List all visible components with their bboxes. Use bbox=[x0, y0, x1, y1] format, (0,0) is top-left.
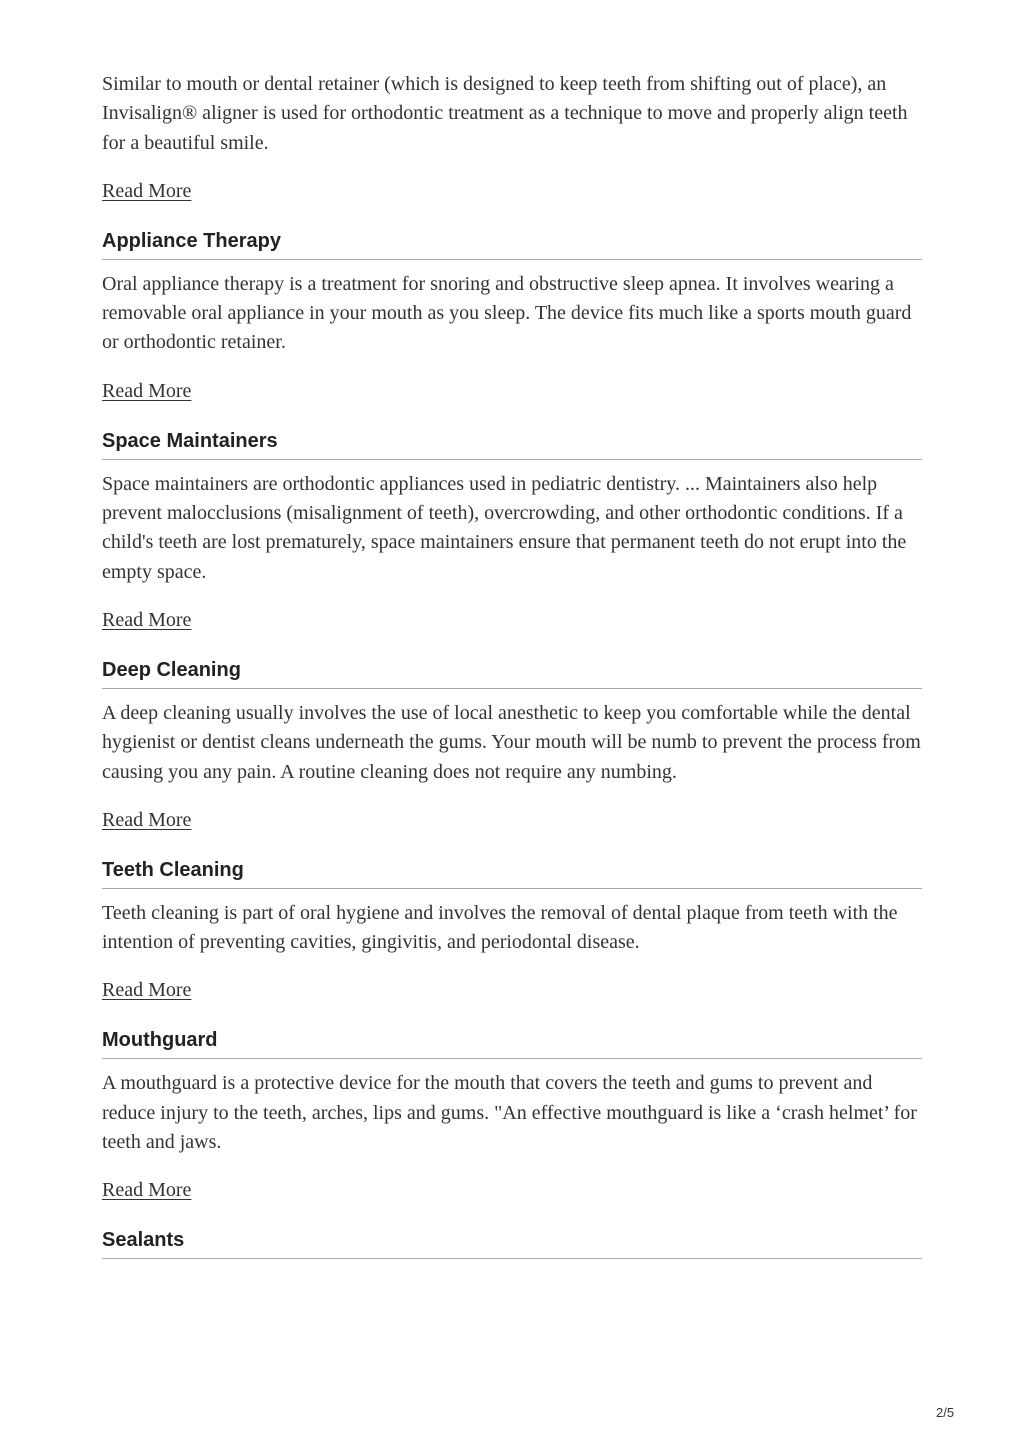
read-more-link[interactable]: Read More bbox=[102, 979, 192, 1002]
section-title: Sealants bbox=[102, 1228, 922, 1259]
document-page bbox=[102, 70, 922, 1259]
section-title: Mouthguard bbox=[102, 1028, 922, 1059]
section-sealants bbox=[102, 1228, 922, 1259]
read-more-wrap bbox=[102, 607, 922, 633]
read-more-wrap bbox=[102, 807, 922, 833]
read-more-link[interactable]: Read More bbox=[102, 379, 192, 402]
read-more-link[interactable]: Read More bbox=[102, 808, 192, 831]
section-title: Deep Cleaning bbox=[102, 658, 922, 689]
section-title: Teeth Cleaning bbox=[102, 858, 922, 889]
intro-read-more-link[interactable]: Read More bbox=[102, 179, 192, 202]
section-deep-cleaning bbox=[102, 658, 922, 833]
section-space-maintainers bbox=[102, 429, 922, 633]
section-paragraph: Oral appliance therapy is a treatment for snoring and obstructive sleep apnea. It involves wearing a removable oral appliance in your mouth as you sleep. The device fits much like a sports mouth guard or orthodontic retainer. bbox=[102, 272, 912, 354]
read-more-link[interactable]: Read More bbox=[102, 1179, 192, 1202]
read-more-link[interactable]: Read More bbox=[102, 608, 192, 631]
section-paragraph: A deep cleaning usually involves the use of local anesthetic to keep you comfortable while the dental hygienist or dentist cleans underneath the gums. Your mouth will be numb to prevent the process from causing you any pain. A routine cleaning does not require any numbing. bbox=[102, 701, 921, 783]
section-paragraph: Teeth cleaning is part of oral hygiene and involves the removal of dental plaque from teeth with the intention of preventing cavities, gingivitis, and periodontal disease. bbox=[102, 901, 898, 954]
intro-read-more-wrap bbox=[102, 178, 922, 204]
section-paragraph: A mouthguard is a protective device for the mouth that covers the teeth and gums to prevent and reduce injury to the teeth, arches, lips and gums. "An effective mouthguard is like a ‘crash helmet’ for teeth and jaws. bbox=[102, 1072, 917, 1154]
section-title: Appliance Therapy bbox=[102, 229, 922, 260]
section-appliance-therapy bbox=[102, 229, 922, 404]
read-more-wrap bbox=[102, 378, 922, 404]
read-more-wrap bbox=[102, 977, 922, 1003]
page-number: 2/5 bbox=[936, 1405, 955, 1420]
section-title: Space Maintainers bbox=[102, 429, 922, 460]
read-more-wrap bbox=[102, 1177, 922, 1203]
section-teeth-cleaning bbox=[102, 858, 922, 1004]
section-mouthguard bbox=[102, 1028, 922, 1203]
section-paragraph: Space maintainers are orthodontic appliances used in pediatric dentistry. ... Maintainers also help prevent malocclusions (misalignment of teeth), overcrowding, and other orthodontic conditions. If a child's teeth are lost prematurely, space maintainers ensure that permanent teeth do not erupt into the empty space. bbox=[102, 472, 907, 583]
intro-paragraph: Similar to mouth or dental retainer (which is designed to keep teeth from shifting out of place), an Invisalign® aligner is used for orthodontic treatment as a technique to move and properly align teeth for a beautiful smile. bbox=[102, 73, 908, 154]
